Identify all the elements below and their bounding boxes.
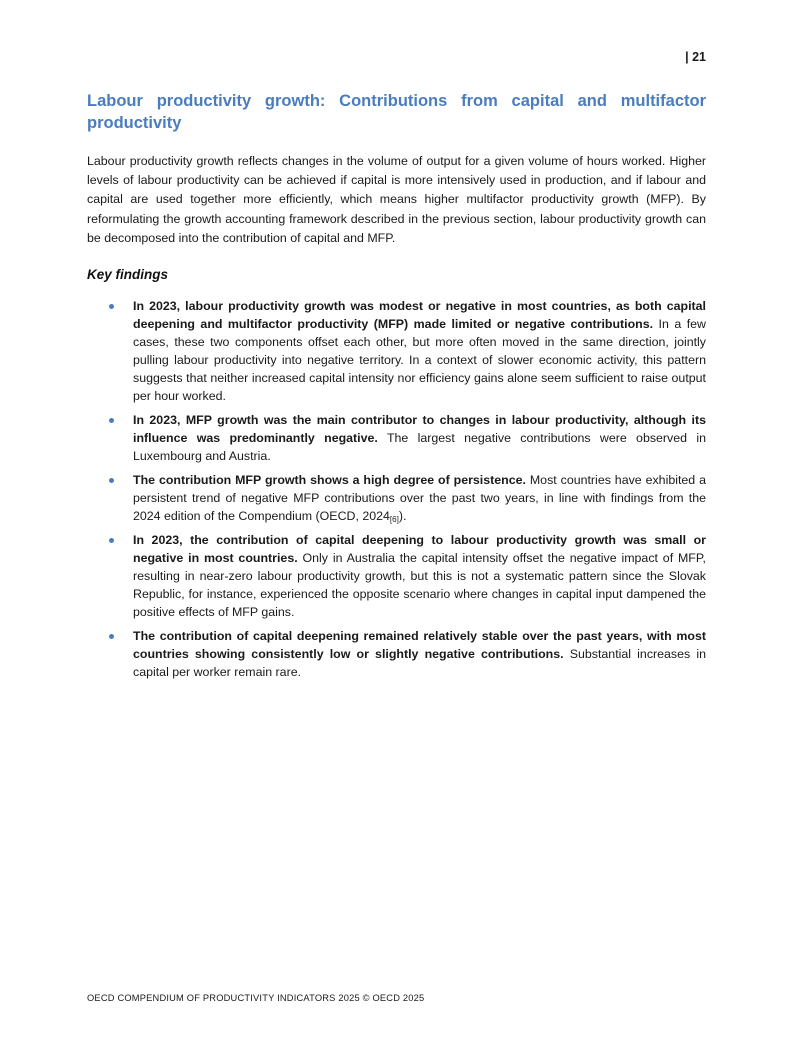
- key-findings-heading: Key findings: [87, 267, 169, 283]
- page-content: [87, 0, 706, 687]
- page-number: | 21: [685, 50, 706, 64]
- finding-text: Most countries have exhibited a persistent trend of negative MFP contributions over the past two years, in line with findings from the 2024 edition of the Compendium (OECD, 2024: [133, 473, 706, 524]
- finding-item: [133, 297, 706, 405]
- finding-item: [133, 471, 706, 525]
- finding-text: Substantial increases in capital per worker remain rare.: [133, 647, 706, 680]
- finding-bold-lead: In 2023, labour productivity growth was modest or negative in most countries, as both capital deepening and multifactor productivity (MFP) made limited or negative contributions.: [133, 299, 706, 332]
- finding-text: The largest negative contributions were observed in Luxembourg and Austria.: [133, 431, 706, 464]
- finding-bold-lead: In 2023, MFP growth was the main contributor to changes in labour productivity, although its influence was predominantly negative.: [133, 413, 706, 446]
- intro-paragraph: Labour productivity growth reflects changes in the volume of output for a given volume of hours worked. Higher levels of labour productivity can be achieved if capital is more intensively used in production, and if labour and capital are used together more efficiently, which means higher multifactor productivity growth (MFP). By reformulating the growth accounting framework described in the previous section, labour productivity growth can be decomposed into the contribution of capital and MFP.: [87, 154, 706, 245]
- page-footer: OECD COMPENDIUM OF PRODUCTIVITY INDICATORS 2025 © OECD 2025: [87, 993, 425, 1003]
- finding-bold-lead: In 2023, the contribution of capital deepening to labour productivity growth was small or negative in most countries.: [133, 533, 706, 566]
- finding-bold-lead: The contribution of capital deepening remained relatively stable over the past years, with most countries showing consistently low or slightly negative contributions.: [133, 629, 706, 662]
- finding-item: [133, 531, 706, 621]
- finding-text: In a few cases, these two components offset each other, but more often moved in the same direction, jointly pulling labour productivity into negative territory. In a context of slower economic activity, this pattern suggests that neither increased capital intensity nor efficiency gains alone seem sufficient to raise output per hour worked.: [133, 317, 706, 404]
- finding-text-after: ).: [398, 509, 407, 524]
- citation-subscript: [6]: [389, 515, 399, 525]
- finding-bold-lead: The contribution MFP growth shows a high degree of persistence.: [133, 473, 526, 488]
- finding-item: [133, 411, 706, 465]
- finding-item: [133, 627, 706, 681]
- section-heading: Labour productivity growth: Contributions from capital and multifactor productivity: [87, 92, 706, 132]
- finding-text: Only in Australia the capital intensity offset the negative impact of MFP, resulting in near-zero labour productivity growth, but this is not a systematic pattern since the Slovak Republic, for instance, experienced the opposite scenario where changes in capital input dampened the positive effects of MFP gains.: [133, 551, 706, 620]
- key-findings-list: [87, 297, 706, 681]
